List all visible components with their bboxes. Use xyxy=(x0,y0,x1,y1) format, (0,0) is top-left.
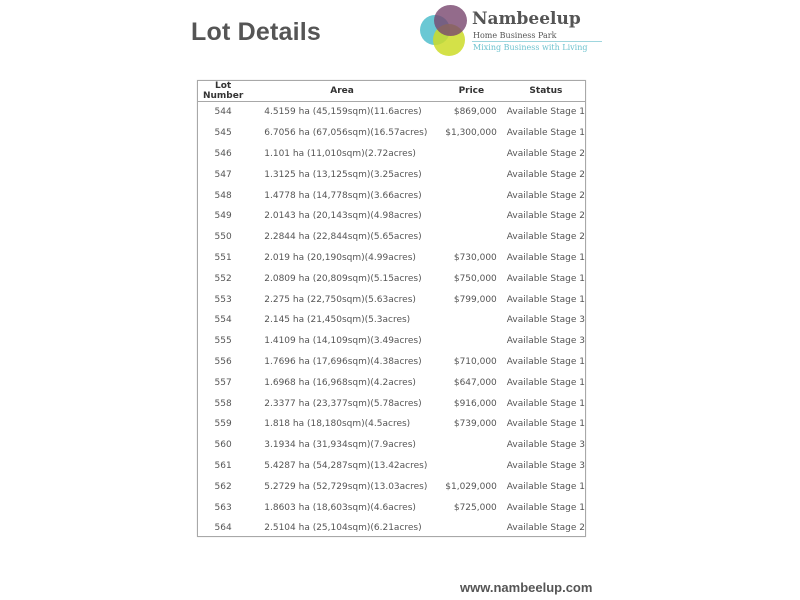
status-cell: Available Stage 3 xyxy=(506,440,585,451)
status-cell: Available Stage 2 xyxy=(506,211,585,222)
table-row xyxy=(198,497,585,518)
lot-table-body xyxy=(198,102,585,539)
table-row xyxy=(198,456,585,477)
website-url: www.nambeelup.com xyxy=(460,580,593,595)
column-header-lot-number: Lot Number xyxy=(198,81,248,102)
table-row xyxy=(198,331,585,352)
lot-number-cell: 546 xyxy=(214,148,232,159)
lot-number-cell: 552 xyxy=(214,273,232,284)
lot-number-cell: 550 xyxy=(214,232,232,243)
logo-name: Nambeelup xyxy=(472,9,581,29)
lot-number-cell: 562 xyxy=(214,481,232,492)
table-row xyxy=(198,372,585,393)
price-cell xyxy=(436,331,507,352)
price-cell xyxy=(436,227,507,248)
area-cell: 2.019 ha (20,190sqm)(4.99acres) xyxy=(264,252,416,263)
status-cell: Available Stage 1 xyxy=(506,502,585,513)
table-row xyxy=(198,123,585,144)
lot-number-cell: 561 xyxy=(214,460,232,471)
lot-number-cell: 559 xyxy=(214,419,232,430)
area-cell: 5.4287 ha (54,287sqm)(13.42acres) xyxy=(264,460,428,471)
table-row xyxy=(198,352,585,373)
price-cell: $739,000 xyxy=(453,419,497,430)
table-row xyxy=(198,164,585,185)
table-row xyxy=(198,476,585,497)
status-cell: Available Stage 1 xyxy=(506,419,585,430)
area-cell: 1.7696 ha (17,696sqm)(4.38acres) xyxy=(264,356,422,367)
price-cell xyxy=(436,435,507,456)
table-row xyxy=(198,144,585,165)
logo-circles-icon xyxy=(420,4,472,56)
lot-number-cell: 545 xyxy=(214,128,232,139)
table-row xyxy=(198,268,585,289)
area-cell: 2.3377 ha (23,377sqm)(5.78acres) xyxy=(264,398,422,409)
lot-number-cell: 547 xyxy=(214,169,232,180)
table-row xyxy=(198,206,585,227)
area-cell: 1.818 ha (18,180sqm)(4.5acres) xyxy=(264,419,411,430)
lot-number-cell: 553 xyxy=(214,294,232,305)
status-cell: Available Stage 2 xyxy=(506,169,585,180)
column-header-price: Price xyxy=(436,81,507,102)
table-row xyxy=(198,227,585,248)
status-cell: Available Stage 1 xyxy=(506,377,585,388)
status-cell: Available Stage 1 xyxy=(506,481,585,492)
area-cell: 2.0809 ha (20,809sqm)(5.15acres) xyxy=(264,273,422,284)
price-cell xyxy=(436,310,507,331)
status-cell: Available Stage 2 xyxy=(506,190,585,201)
area-cell: 1.4778 ha (14,778sqm)(3.66acres) xyxy=(264,190,422,201)
table-row xyxy=(198,102,585,123)
lot-number-cell: 558 xyxy=(214,398,232,409)
price-cell xyxy=(436,456,507,477)
lot-number-cell: 551 xyxy=(214,252,232,263)
logo-divider xyxy=(472,41,602,42)
price-cell: $710,000 xyxy=(453,356,497,367)
price-cell xyxy=(436,164,507,185)
status-cell: Available Stage 3 xyxy=(506,336,585,347)
logo-tagline: Mixing Business with Living xyxy=(473,43,588,52)
lot-number-cell: 563 xyxy=(214,502,232,513)
lot-table xyxy=(198,81,585,539)
lot-number-cell: 557 xyxy=(214,377,232,388)
table-row xyxy=(198,289,585,310)
status-cell: Available Stage 1 xyxy=(506,128,585,139)
lot-number-cell: 556 xyxy=(214,356,232,367)
status-cell: Available Stage 2 xyxy=(506,148,585,159)
status-cell: Available Stage 1 xyxy=(506,107,585,118)
price-cell xyxy=(436,518,507,539)
area-cell: 2.275 ha (22,750sqm)(5.63acres) xyxy=(264,294,416,305)
table-header-row xyxy=(198,81,585,102)
price-cell: $725,000 xyxy=(453,502,497,513)
price-cell: $730,000 xyxy=(453,252,497,263)
area-cell: 6.7056 ha (67,056sqm)(16.57acres) xyxy=(264,128,428,139)
lot-number-cell: 560 xyxy=(214,440,232,451)
price-cell: $916,000 xyxy=(453,398,497,409)
status-cell: Available Stage 2 xyxy=(506,523,585,534)
status-cell: Available Stage 2 xyxy=(506,232,585,243)
lot-number-cell: 555 xyxy=(214,336,232,347)
lot-number-cell: 544 xyxy=(214,107,232,118)
logo-subtitle: Home Business Park xyxy=(473,31,557,40)
price-cell: $750,000 xyxy=(453,273,497,284)
table-row xyxy=(198,414,585,435)
price-cell: $1,029,000 xyxy=(445,481,497,492)
area-cell: 2.145 ha (21,450sqm)(5.3acres) xyxy=(264,315,411,326)
area-cell: 1.3125 ha (13,125sqm)(3.25acres) xyxy=(264,169,422,180)
status-cell: Available Stage 3 xyxy=(506,460,585,471)
status-cell: Available Stage 1 xyxy=(506,356,585,367)
price-cell xyxy=(436,144,507,165)
price-cell xyxy=(436,206,507,227)
lot-number-cell: 549 xyxy=(214,211,232,222)
lot-number-cell: 554 xyxy=(214,315,232,326)
status-cell: Available Stage 1 xyxy=(506,398,585,409)
status-cell: Available Stage 3 xyxy=(506,315,585,326)
area-cell: 5.2729 ha (52,729sqm)(13.03acres) xyxy=(264,481,428,492)
area-cell: 2.0143 ha (20,143sqm)(4.98acres) xyxy=(264,211,422,222)
price-cell: $799,000 xyxy=(453,294,497,305)
area-cell: 2.2844 ha (22,844sqm)(5.65acres) xyxy=(264,232,422,243)
price-cell: $647,000 xyxy=(453,377,497,388)
status-cell: Available Stage 1 xyxy=(506,273,585,284)
column-header-status: Status xyxy=(507,81,585,102)
nambeelup-logo xyxy=(420,4,610,56)
price-cell: $869,000 xyxy=(453,107,497,118)
table-row xyxy=(198,393,585,414)
area-cell: 4.5159 ha (45,159sqm)(11.6acres) xyxy=(264,107,422,118)
table-row xyxy=(198,248,585,269)
page-title: Lot Details xyxy=(191,18,321,46)
area-cell: 1.6968 ha (16,968sqm)(4.2acres) xyxy=(264,377,416,388)
lot-table-container xyxy=(197,80,586,537)
price-cell: $1,300,000 xyxy=(445,128,497,139)
area-cell: 1.101 ha (11,010sqm)(2.72acres) xyxy=(264,148,416,159)
area-cell: 3.1934 ha (31,934sqm)(7.9acres) xyxy=(264,440,416,451)
status-cell: Available Stage 1 xyxy=(506,252,585,263)
lot-number-cell: 564 xyxy=(214,523,232,534)
area-cell: 2.5104 ha (25,104sqm)(6.21acres) xyxy=(264,523,422,534)
table-row xyxy=(198,435,585,456)
logo-purple-circle xyxy=(434,5,467,36)
area-cell: 1.4109 ha (14,109sqm)(3.49acres) xyxy=(264,336,422,347)
lot-number-cell: 548 xyxy=(214,190,232,201)
area-cell: 1.8603 ha (18,603sqm)(4.6acres) xyxy=(264,502,416,513)
table-row xyxy=(198,310,585,331)
price-cell xyxy=(436,185,507,206)
table-row xyxy=(198,518,585,539)
column-header-area: Area xyxy=(248,81,436,102)
status-cell: Available Stage 1 xyxy=(506,294,585,305)
table-row xyxy=(198,185,585,206)
